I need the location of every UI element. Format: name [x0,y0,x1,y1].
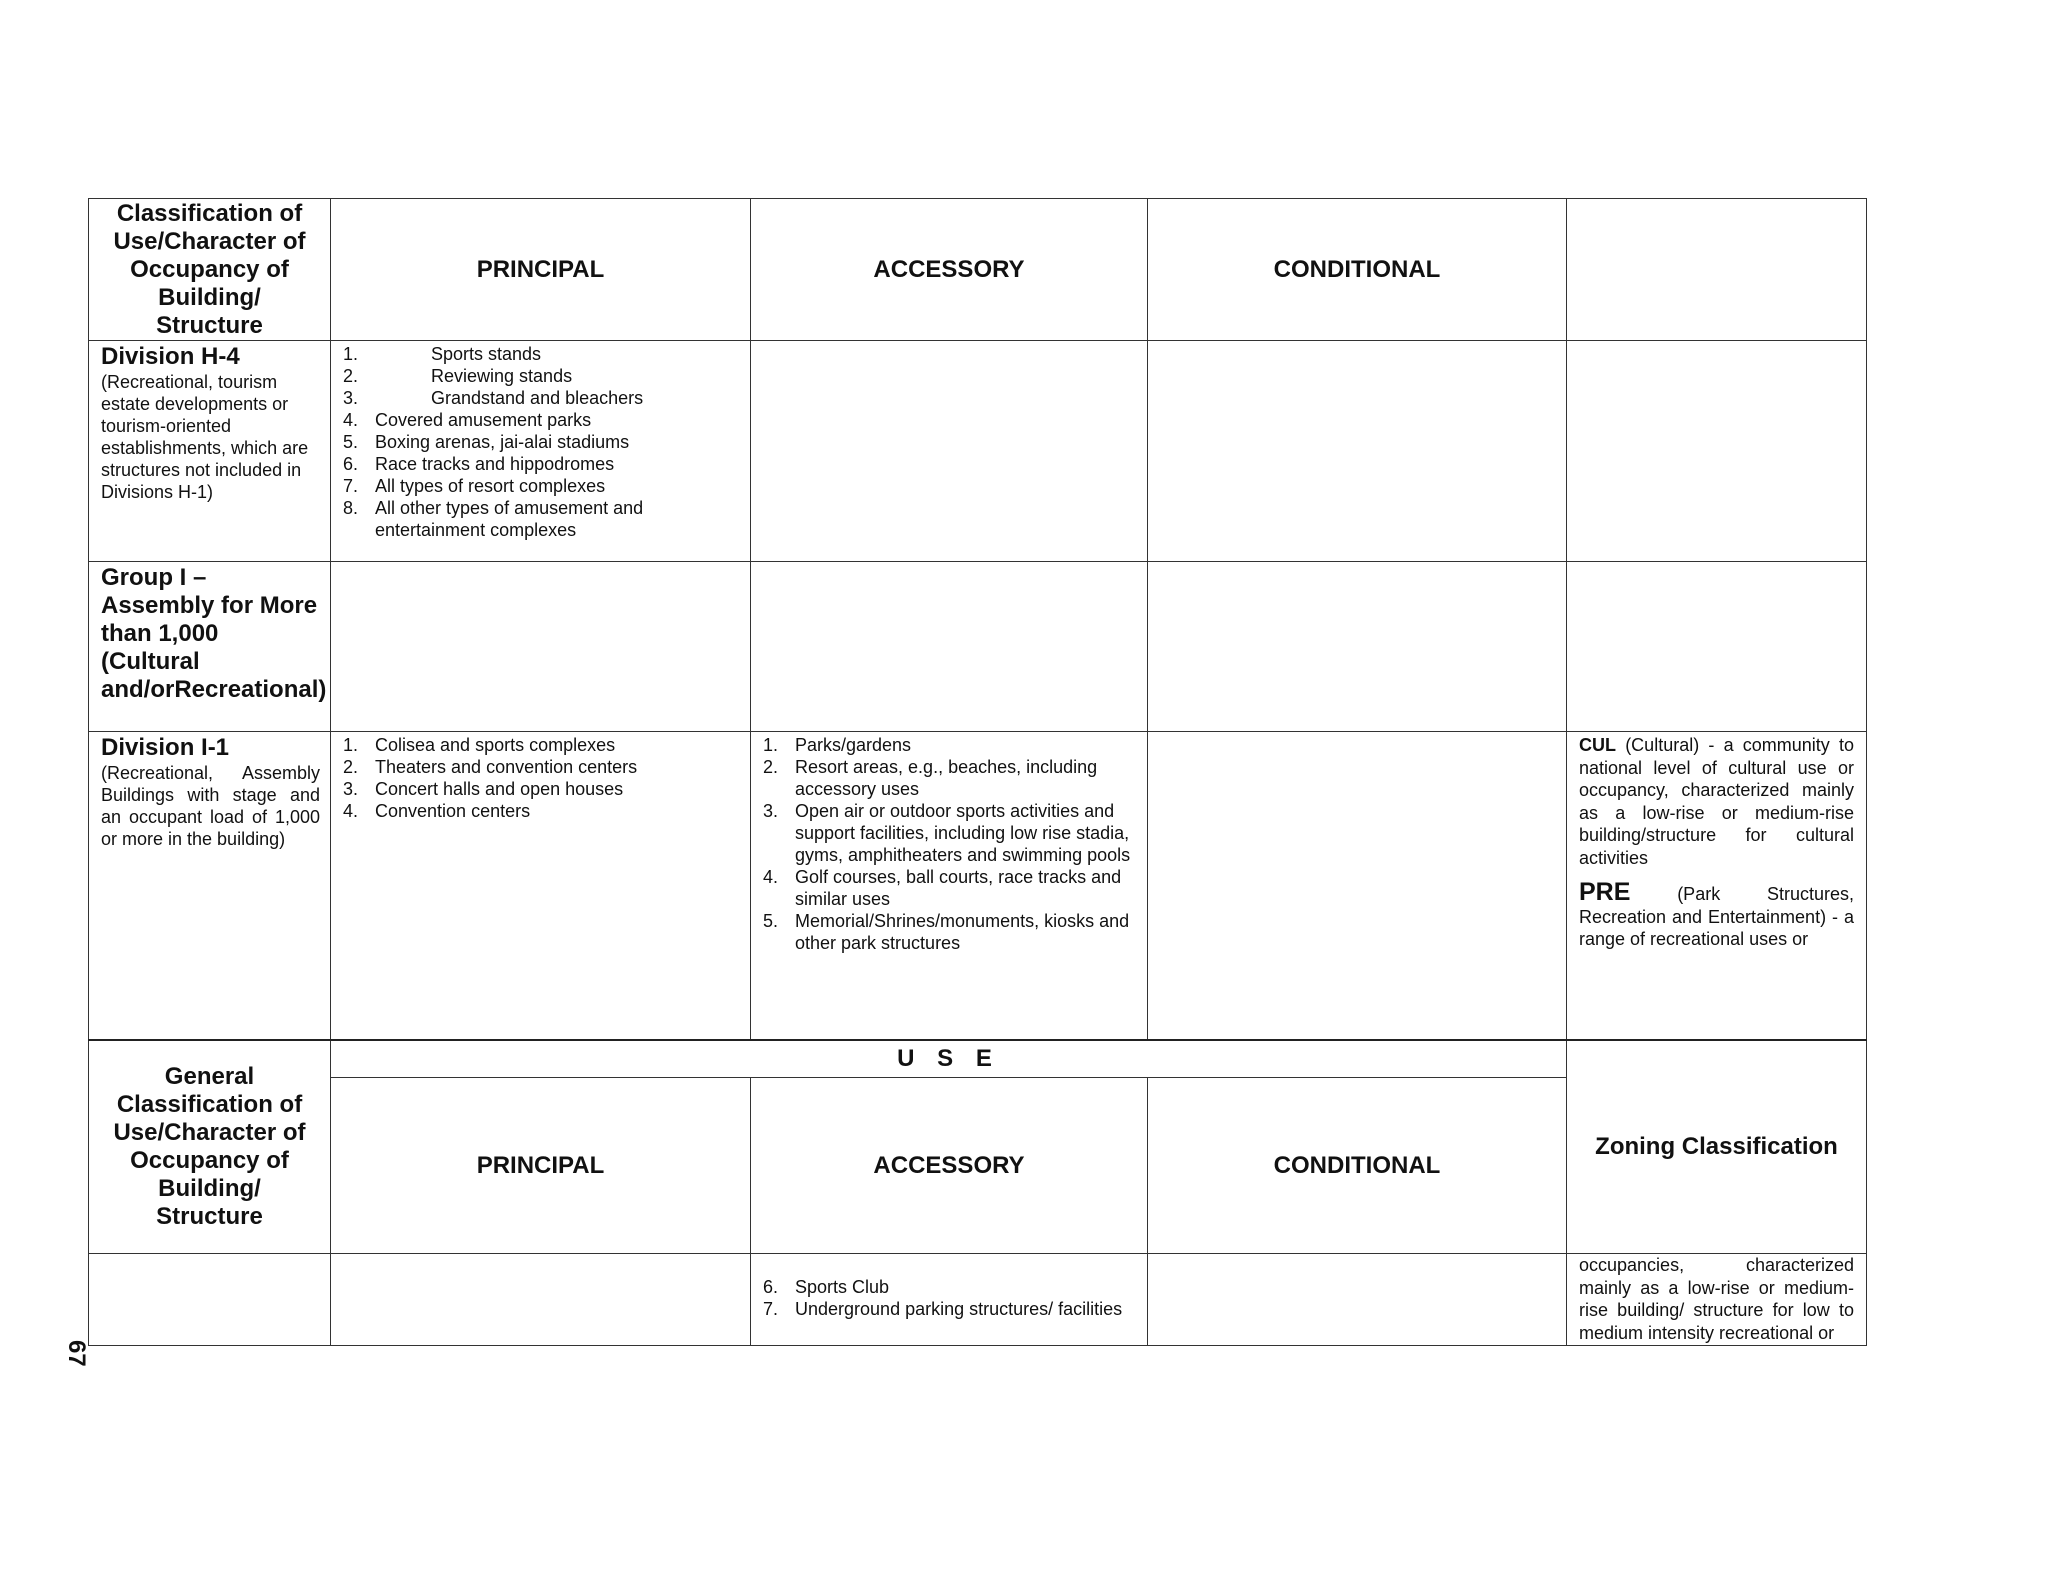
repeat-classification-header: General Classification of Use/Character of Occupancy of Building/ Structure [89,1040,331,1254]
division-h4-principal [331,341,751,562]
table-row-division-i1 [89,732,1867,1040]
division-h4-conditional [1148,341,1567,562]
list-item: 5. Boxing arenas, jai-alai stadiums [343,432,630,452]
table-row-continuation [89,1254,1867,1346]
division-i1-cell [89,732,331,1040]
list-item: 4. Golf courses, ball courts, race tracks and similar uses [763,867,1122,909]
list-item: 3. Grandstand and bleachers [343,388,644,408]
page-number: 67 [63,1340,90,1367]
list-item: 4. Convention centers [343,801,531,821]
conditional-header: CONDITIONAL [1148,199,1567,341]
division-i1-principal-list [331,734,750,822]
repeat-header-row-top [89,1040,1867,1078]
continuation-classification [89,1254,331,1346]
list-item: 1. Colisea and sports complexes [343,735,616,755]
division-i1-accessory-list [751,734,1147,954]
division-h4-description: (Recreational, tourism estate developments or tourism-oriented establishments, which are structures not included in Divisions H-1) [101,372,309,502]
list-item: 1. Sports stands [343,344,542,364]
list-item: 3. Open air or outdoor sports activities and support facilities, including low rise stadia, gyms, amphitheaters and swimming pools [763,801,1131,865]
list-item: 2. Reviewing stands [343,366,573,386]
list-item: 6. Sports Club [763,1277,890,1297]
continuation-accessory [751,1254,1148,1346]
list-item: 3. Concert halls and open houses [343,779,624,799]
list-item: 8. All other types of amusement and entertainment complexes [343,498,644,540]
division-i1-title: Division I-1 [101,734,230,761]
repeat-accessory-header: ACCESSORY [751,1078,1148,1254]
use-header: U S E [331,1040,1567,1078]
pre-zoning-text: PRE (Park Structures, Recreation and Entertainment) - a range of recreational uses or [1579,878,1854,949]
group-i-title: Group I – Assembly for More than 1,000 (Cultural and/orRecreational) [89,562,331,732]
list-item: 2. Theaters and convention centers [343,757,638,777]
continuation-zoning: occupancies, characterized mainly as a low-rise or medium-rise building/ structure for low to medium intensity recreational or [1567,1254,1867,1346]
table-header-row [89,199,1867,341]
division-i1-conditional [1148,732,1567,1040]
cul-zoning-text: CUL (Cultural) - a community to national level of cultural use or occupancy, characterized mainly as a low-rise or medium-rise building/structure for cultural activities [1579,735,1854,868]
group-i-accessory [751,562,1148,732]
cul-code: CUL [1579,735,1616,755]
continuation-accessory-list [751,1276,1147,1320]
division-i1-accessory [751,732,1148,1040]
continuation-conditional [1148,1254,1567,1346]
list-item: 4. Covered amusement parks [343,410,592,430]
pre-code: PRE [1579,878,1631,906]
list-item: 7. Underground parking structures/ facilities [763,1299,1123,1319]
division-i1-zoning [1567,732,1867,1040]
list-item: 5. Memorial/Shrines/monuments, kiosks and other park structures [763,911,1130,953]
list-item: 2. Resort areas, e.g., beaches, including accessory uses [763,757,1098,799]
list-item: 6. Race tracks and hippodromes [343,454,615,474]
classification-header: Classification of Use/Character of Occupancy of Building/ Structure [89,199,331,341]
table-row-division-h4 [89,341,1867,562]
table-row-group-i [89,562,1867,732]
group-i-zoning [1567,562,1867,732]
use-classification-table [88,198,1867,1346]
repeat-conditional-header: CONDITIONAL [1148,1078,1567,1254]
division-h4-cell [89,341,331,562]
division-h4-accessory [751,341,1148,562]
principal-header: PRINCIPAL [331,199,751,341]
division-i1-principal [331,732,751,1040]
division-h4-zoning [1567,341,1867,562]
zoning-classification-header: Zoning Classification [1567,1040,1867,1254]
continuation-principal [331,1254,751,1346]
zoning-header [1567,199,1867,341]
division-h4-title: Division H-4 [101,343,240,370]
accessory-header: ACCESSORY [751,199,1148,341]
repeat-principal-header: PRINCIPAL [331,1078,751,1254]
list-item: 1. Parks/gardens [763,735,912,755]
division-i1-description: (Recreational, Assembly Buildings with stage and an occupant load of 1,000 or more in the building) [101,763,320,849]
group-i-principal [331,562,751,732]
group-i-conditional [1148,562,1567,732]
division-h4-principal-list [331,343,750,541]
list-item: 7. All types of resort complexes [343,476,606,496]
